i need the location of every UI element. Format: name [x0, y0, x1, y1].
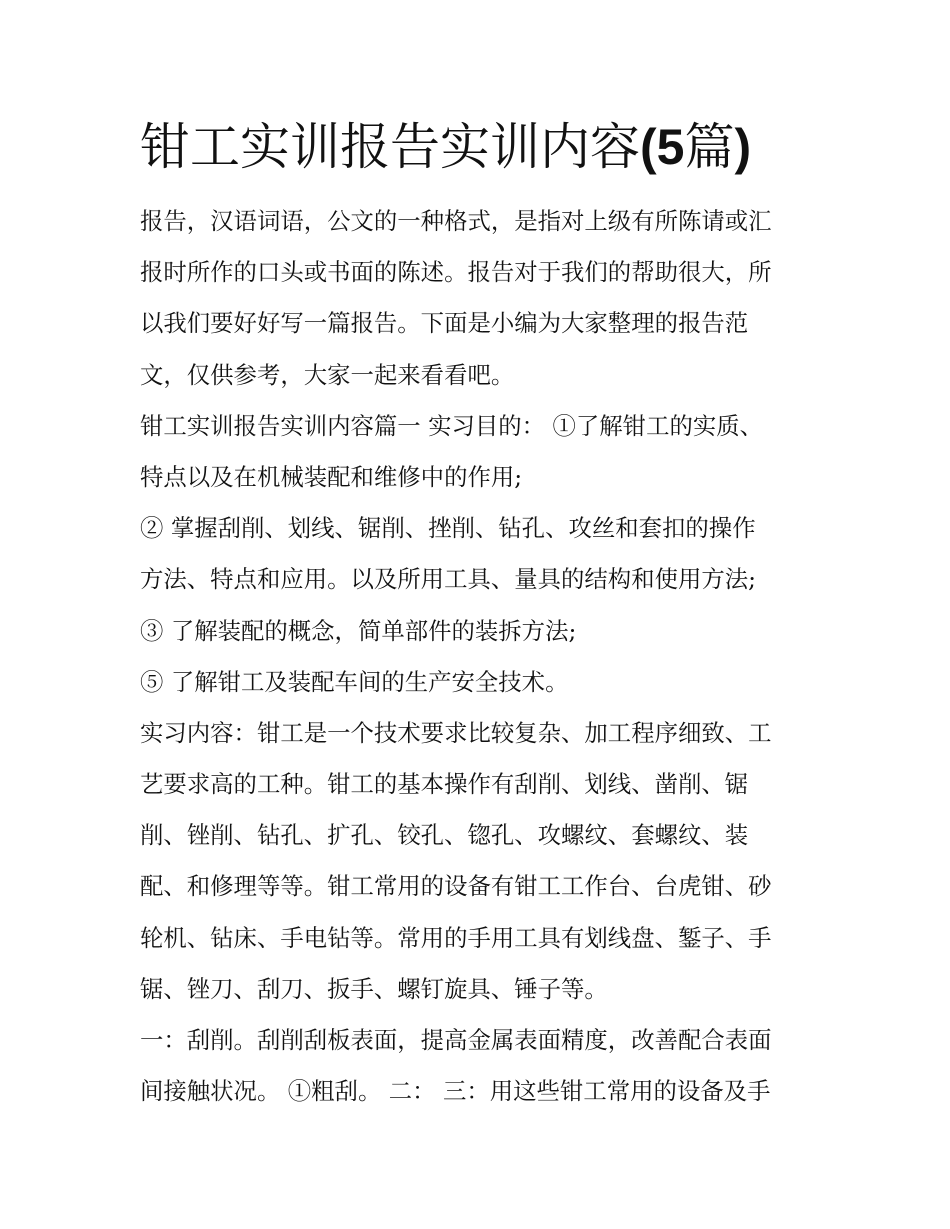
title-close-text: ) — [734, 119, 752, 175]
objective-line-1: 钳工实训报告实训内容篇一 实习目的： ①了解钳工的实质、 — [140, 411, 764, 440]
intro-line-3: 以我们要好好写一篇报告。下面是小编为大家整理的报告范 — [140, 309, 749, 338]
objective-line-4: 方法、特点和应用。以及所用工具、量具的结构和使用方法; — [140, 565, 757, 594]
scraping-line-1: 一：刮削。刮削刮板表面，提高金属表面精度，改善配合表面 — [140, 1026, 772, 1054]
objective-line-6: ⑤ 了解钳工及装配车间的生产安全技术。 — [140, 667, 569, 696]
content-line-1: 实习内容：钳工是一个技术要求比较复杂、加工程序细致、工 — [140, 718, 772, 747]
objective-line-2: 特点以及在机械装配和维修中的作用; — [140, 462, 523, 491]
content-line-4: 配、和修理等等。钳工常用的设备有钳工工作台、台虎钳、砂 — [140, 872, 772, 901]
title-tail-text: 篇 — [684, 118, 735, 176]
content-line-2: 艺要求高的工种。钳工的基本操作有刮削、划线、凿削、锯 — [140, 770, 749, 799]
objective-line-5: ③ 了解装配的概念，简单部件的装拆方法; — [140, 616, 577, 645]
objective-line-3: ② 掌握刮削、划线、锯削、挫削、钻孔、攻丝和套扣的操作 — [140, 514, 756, 543]
document-body — [140, 196, 812, 1117]
document-title — [140, 112, 840, 182]
content-line-6: 锯、锉刀、刮刀、扳手、螺钉旋具、锤子等。 — [140, 974, 608, 1003]
content-line-5: 轮机、钻床、手电钻等。常用的手用工具有划线盘、錾子、手 — [140, 923, 772, 952]
intro-line-4: 文，仅供参考，大家一起来看看吧。 — [140, 360, 515, 389]
content-line-3: 削、锉削、钻孔、扩孔、铰孔、锪孔、攻螺纹、套螺纹、装 — [140, 821, 749, 850]
title-main-text: 钳工实训报告实训内容 — [140, 118, 640, 176]
intro-line-1: 报告，汉语词语，公文的一种格式，是指对上级有所陈请或汇 — [140, 207, 772, 235]
title-paren-text: (5 — [640, 119, 685, 175]
intro-line-2: 报时所作的口头或书面的陈述。报告对于我们的帮助很大，所 — [140, 258, 772, 287]
scraping-line-2: 间接触状况。 ①粗刮。 二： 三：用这些钳工常用的设备及手 — [140, 1077, 771, 1106]
